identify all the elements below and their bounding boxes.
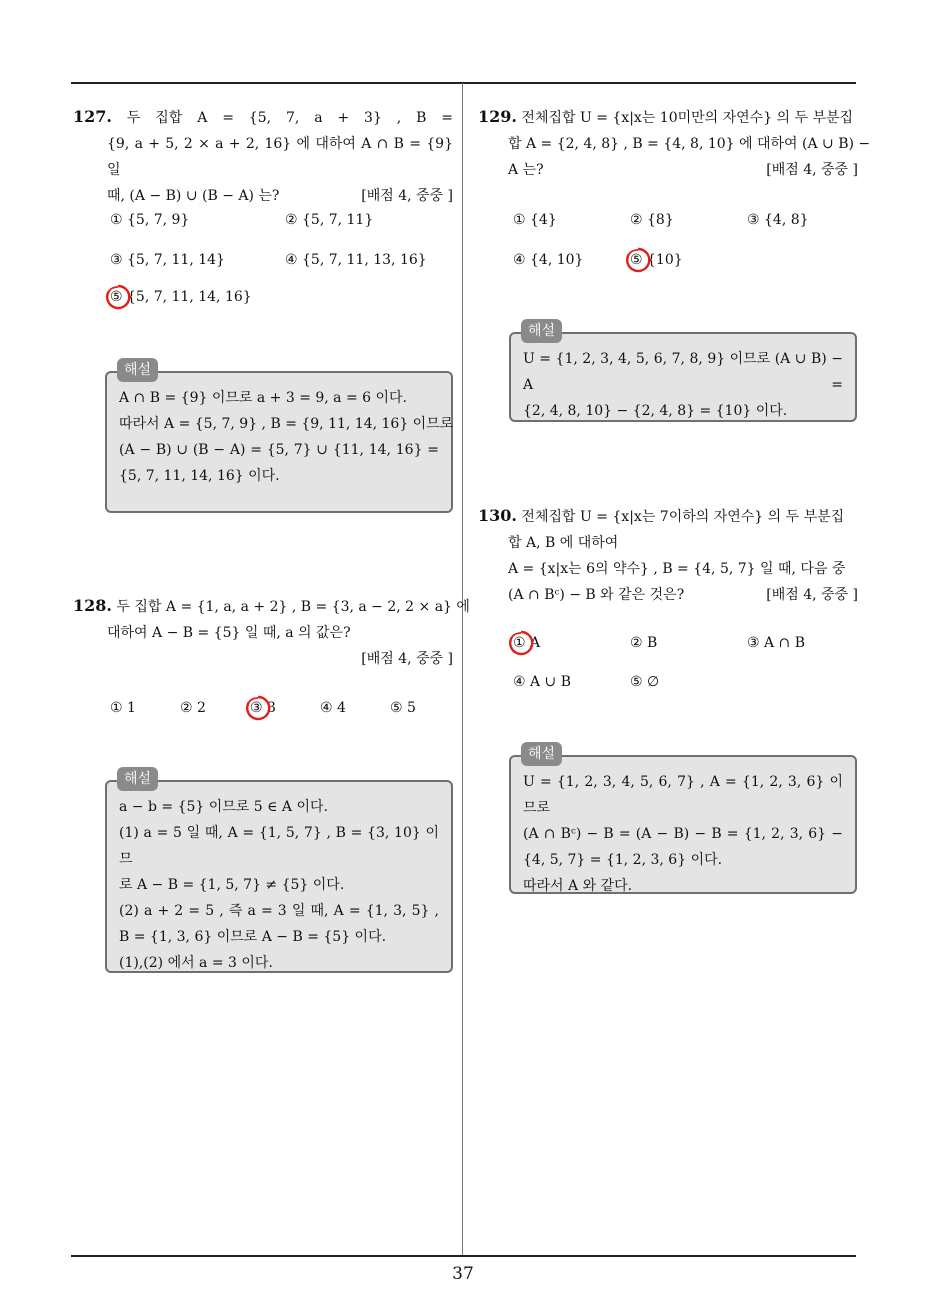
points-label: [배점 4, 중중 ] xyxy=(361,188,453,204)
choice-130-5[interactable]: ⑤ ∅ xyxy=(630,674,660,690)
problem-129 xyxy=(478,104,871,183)
problem-number: 130. xyxy=(478,506,517,525)
solution-tag: 해설 xyxy=(117,767,158,791)
column-divider xyxy=(462,83,463,1257)
problem-number: 129. xyxy=(478,107,517,126)
choice-129-3[interactable]: ③ {4, 8} xyxy=(747,212,809,228)
choice-128-4[interactable]: ④ 4 xyxy=(320,700,346,716)
problem-128 xyxy=(73,593,470,672)
choice-130-4[interactable]: ④ A ∪ B xyxy=(513,674,572,690)
problem-130-line-3: A = {x|x는 6의 약수} , B = {4, 5, 7} 일 때, 다음 중 xyxy=(508,561,846,577)
problem-129-line-1: 129. 전체집합 U = {x|x는 10미만의 자연수} 의 두 부분집 xyxy=(478,107,854,126)
choice-127-3[interactable]: ③ {5, 7, 11, 14} xyxy=(110,252,225,268)
problem-128-line-1: 128. 두 집합 A = {1, a, a + 2} , B = {3, a − 2, 2 × a} 에 xyxy=(73,596,470,615)
problem-130-line-4: (A ∩ Bᶜ) − B 와 같은 것은? [배점 4, 중중 ] xyxy=(478,582,858,608)
choice-130-2[interactable]: ② B xyxy=(630,635,658,651)
choice-127-5[interactable]: ⑤ {5, 7, 11, 14, 16} xyxy=(110,289,252,305)
points-label: [배점 4, 중중 ] xyxy=(361,651,453,667)
choice-128-1[interactable]: ① 1 xyxy=(110,700,136,716)
problem-130 xyxy=(478,503,858,608)
problem-128-line-2: 대하여 A − B = {5} 일 때, a 의 값은? xyxy=(107,625,351,641)
solution-box-127: 해설 A ∩ B = {9} 이므로 a + 3 = 9, a = 6 이다. 따라서 A = {5, 7, 9} , B = {9, 11, 14, 16} 이므로 (A − B) ∪ (B − A) = {5, 7} ∪ {11, 14, 16} = {5, 7, 11, 14, 16} 이다. xyxy=(105,371,453,513)
solution-tag: 해설 xyxy=(521,319,562,343)
problem-128-line-3 xyxy=(73,646,453,672)
problem-127 xyxy=(73,104,453,209)
solution-tag: 해설 xyxy=(117,358,158,382)
problem-130-line-2: 합 A, B 에 대하여 xyxy=(508,535,619,551)
problem-number: 128. xyxy=(73,596,112,615)
solution-box-130: 해설 U = {1, 2, 3, 4, 5, 6, 7} , A = {1, 2, 3, 6} 이므로 (A ∩ Bᶜ) − B = (A − B) − B = {1, 2, 3, 6} − {4, 5, 7} = {1, 2, 3, 6} 이다. 따라서 A 와 같다. xyxy=(509,755,857,894)
problem-127-line-3: 때, (A − B) ∪ (B − A) 는? [배점 4, 중중 ] xyxy=(73,183,453,209)
points-label: [배점 4, 중중 ] xyxy=(766,587,858,603)
choice-128-2[interactable]: ② 2 xyxy=(180,700,206,716)
choice-129-2[interactable]: ② {8} xyxy=(630,212,674,228)
problem-129-line-3: A 는? [배점 4, 중중 ] xyxy=(478,157,858,183)
problem-number: 127. xyxy=(73,107,112,126)
choice-130-1[interactable]: ① A xyxy=(513,635,540,651)
choice-129-5[interactable]: ⑤ {10} xyxy=(630,252,683,268)
choice-127-1[interactable]: ① {5, 7, 9} xyxy=(110,212,190,228)
problem-127-line-2: {9, a + 5, 2 × a + 2, 16} 에 대하여 A ∩ B = {9} 일 xyxy=(107,136,453,178)
choice-128-5[interactable]: ⑤ 5 xyxy=(390,700,416,716)
problem-129-line-2: 합 A = {2, 4, 8} , B = {4, 8, 10} 에 대하여 (A ∪ B) − xyxy=(508,136,871,152)
choice-127-4[interactable]: ④ {5, 7, 11, 13, 16} xyxy=(285,252,427,268)
choice-130-3[interactable]: ③ A ∩ B xyxy=(747,635,806,651)
points-label: [배점 4, 중중 ] xyxy=(766,162,858,178)
choice-129-4[interactable]: ④ {4, 10} xyxy=(513,252,584,268)
bottom-rule xyxy=(71,1255,856,1257)
solution-box-129: 해설 U = {1, 2, 3, 4, 5, 6, 7, 8, 9} 이므로 (A ∪ B) − A = {2, 4, 8, 10} − {2, 4, 8} = {10} 이다. xyxy=(509,332,857,422)
choice-128-3[interactable]: ③ 3 xyxy=(250,700,276,716)
problem-127-line-1: 127. 두 집합 A = {5, 7, a + 3} , B = xyxy=(73,107,453,126)
solution-box-128: 해설 a − b = {5} 이므로 5 ∈ A 이다. (1) a = 5 일 때, A = {1, 5, 7} , B = {3, 10} 이므 로 A − B = {1, 5, 7} ≠ {5} 이다. (2) a + 2 = 5 , 즉 a = 3 일 때, A = {1, 3, 5} , B = {1, 3, 6} 이므로 A − B = {5} 이다. (1),(2) 에서 a = 3 이다. xyxy=(105,780,453,973)
problem-130-line-1: 130. 전체집합 U = {x|x는 7이하의 자연수} 의 두 부분집 xyxy=(478,506,845,525)
page-number: 37 xyxy=(452,1264,474,1284)
choice-129-1[interactable]: ① {4} xyxy=(513,212,557,228)
solution-tag: 해설 xyxy=(521,742,562,766)
choice-127-2[interactable]: ② {5, 7, 11} xyxy=(285,212,374,228)
top-rule xyxy=(71,82,856,84)
